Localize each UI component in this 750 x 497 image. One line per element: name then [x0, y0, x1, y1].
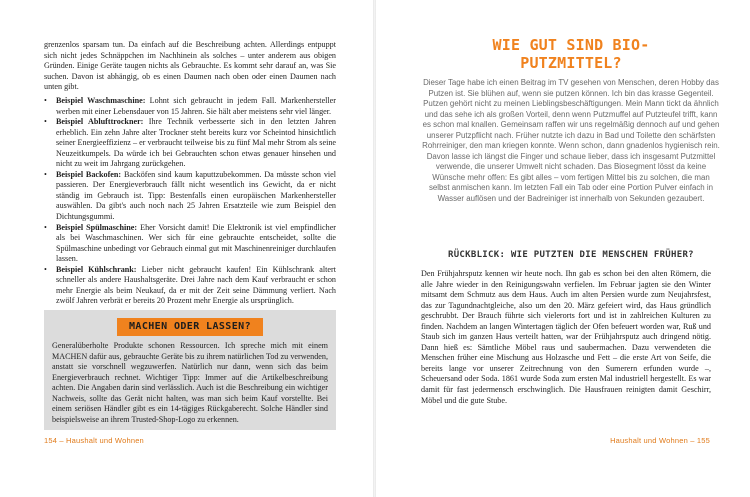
intro-paragraph: grenzenlos sparsam tun. Da einfach auf die Beschreibung achten. Allerdings entpuppt sich nicht jedes Schnäppchen im Nachhinein als solches – unter anderem aus obigen Gründen. Einige Geräte taugen nichts als Gebrauchte. Es kommt sehr darauf an, was Sie suchen. Davon ist abhängig, ob es einen Daumen nach oben oder einen Daumen nach unten gibt.: [44, 40, 336, 92]
bullet-label: Beispiel Backofen:: [56, 169, 122, 179]
bullet-icon: •: [44, 169, 47, 179]
body-paragraph: Den Frühjahrsputz kennen wir heute noch. Ihn gab es schon bei den alten Römern, die alle Jahre wieder in den Reinigungswahn verfielen. Im Februar jagten sie den Winter mitsamt dem Schmutz aus dem Haus. Auch im alten Persien wurde zum Neujahrsfest, das zur Tagundnachtgleiche, also um den 20. März gefeiert wird, das Haus gründlich geschrubbt. Der Brauch führte sich vielerorts fort und ist in zahlreichen Kulturen zu finden. Nachdem an langen Wintertagen täglich der Ofen befeuert worden war, Ruß und Staub sich im ganzen Haus verteilt hatten, war der Frühjahrsputz auch dringend nötig. Dann hieß es: Sämtliche Möbel raus und saubermachen. Dazu verwendeten die Menschen früher eine Mischung aus Holzasche und Fett – die erste Art von Seife, die bereits lange vor unserer Zeitrechnung von den Sumerern erfunden wurde –, Scheuersand oder Soda. 1861 wurde Soda zum ersten Mal industriell hergestellt. Es war damit für fast jedermensch erschwinglich. Die Hausfrauen reinigten damit Geschirr, Möbel und die gute Stube.: [421, 269, 711, 405]
list-item: [44, 117, 336, 170]
bullet-label: Beispiel Spülmaschine:: [56, 222, 138, 232]
list-item: [44, 265, 336, 307]
info-box-text: Generalüberholte Produkte schonen Ressourcen. Ich spreche mich mit einem MACHEN dafür aus, gebrauchte Geräte bis zu ihrem natürlichen Tod zu verwenden, anstatt sie vorschnell wegzuwerfen. Natürlich nur dann, wenn sich das beim Energieverbrauch rechnet. Wichtiger Tipp: Immer auf die Artikelbeschreibung achten. Die Angaben darin sind verlässlich. Auch ist die Beschreibung ein wichtiger Nachweis, sollte das Gerät nicht halten, was man sich beim Kauf vorstellte. Bei einem seriösen Händler gibt es ein 14-tägiges Rückgaberecht. Solche Händler sind beispielsweise an ihrem Trusted-Shop-Logo zu erkennen.: [52, 341, 328, 424]
page-footer-right: Haushalt und Wohnen – 155: [610, 436, 710, 445]
bullet-label: Beispiel Ablufttrockner:: [56, 117, 144, 127]
bullet-icon: •: [44, 264, 47, 274]
intro-paragraph-centered: Dieser Tage habe ich einen Beitrag im TV gesehen von Menschen, deren Hobby das Putzen ist. Sie blühen auf, wenn sie putzen können. Ich bin das krasse Gegenteil. Putzen gehört nicht zu meinen Lieblingsbeschäftigungen. Mein Mann tickt da ähnlich und das sehe ich als großen Vorteil, denn wenn Putzmuffel auf Putzteufel trifft, kann es schon mal knallen. Gemeinsam raffen wir uns regelmäßig dennoch auf und gehen unserer Putzpflicht nach. Früher nutzte ich dazu in Bad und Toilette den schärfsten Rohrreiniger, den man kriegen konnte. Wenn schon, dann gnadenlos hygienisch rein. Davon lasse ich längst die Finger und schaue lieber, dass ich insgesamt Putzmittel verwende, die unserer Umwelt nicht schaden. Das Biosegment lösst da keine Wünsche mehr offen: Es gibt alles – vom fertigen Mittel bis zu solchen, die man selbst anmischen kann. Im letzten Fall ein Tab oder eine Portion Pulver einfach in Wasser auflösen und der Badreiniger ist innerhalb von Sekunden gezaubert.: [422, 78, 720, 204]
bullet-text: Lohnt sich gebraucht in jedem Fall. Markenhersteller werben mit einer Lebensdauer von 15 Jahren. Sie hält aber meistens sehr viel länger.: [56, 96, 336, 116]
page-footer-left: 154 – Haushalt und Wohnen: [44, 436, 144, 445]
bullet-icon: •: [44, 96, 47, 105]
bullet-label: Beispiel Kühlschrank:: [56, 264, 137, 274]
list-item: [44, 170, 336, 223]
bullet-icon: •: [44, 117, 47, 127]
bullet-icon: •: [44, 222, 47, 232]
bullet-text: Eher Vorsicht damit! Die Elektronik ist viel empfindlicher als bei Waschmaschinen. Wer sich für eine gebrauchte entscheidet, sollte die Spülmaschine unbedingt vor Gebrauch einmal gut mit Maschinenreiniger durchlaufen lassen.: [56, 222, 337, 264]
bullet-text: Ihre Technik verbesserte sich in den letzten Jahren erheblich. Ein zehn Jahre alter Trockner steht bereits kurz vor Scheintod hinsichtlich seiner Energieeffizienz – er verbraucht teilweise bis zu fünf Mal mehr Strom als seine Neuzeitkumpels. Da würde ich bei Gebrauchten schon etwas genauer hinsehen und nicht zu weit im Jahrgang zurückgehen.: [56, 117, 336, 169]
info-box: [44, 310, 336, 430]
bullet-list: [44, 96, 336, 307]
bullet-text: Lieber nicht gebraucht kaufen! Ein Kühlschrank altert schneller als andere Haushaltsgeräte. Drei Jahre nach dem Kauf verbraucht er schon mehr Energie als beim Neukauf, da er mit der Zeit seine Dämmung verliert. Nach zwölf Jahren verbrät er bereits 20 Prozent mehr Energie als ursprünglich.: [56, 264, 336, 306]
left-page: [0, 0, 374, 497]
section-heading: RÜCKBLICK: WIE PUTZTEN DIE MENSCHEN FRÜHER?: [448, 250, 694, 260]
page-title: WIE GUT SIND BIO-PUTZMITTEL?: [492, 36, 650, 72]
right-page: [376, 0, 750, 497]
list-item: [44, 96, 336, 117]
bullet-label: Beispiel Waschmaschine:: [56, 96, 146, 105]
bullet-text: Backöfen sind kaum kaputtzubekommen. Da müsste schon viel passieren. Der Energieverbrauch fällt nicht wesentlich ins Gewicht, da er nicht ständig im Gebrauch ist. Tipp: Bestenfalls einen europäischen Markenhersteller auswählen. Da gibt's auch noch nach 25 Jahren Ersatzteile wie zum Beispiel den Dichtungsgummi.: [56, 169, 336, 222]
info-box-title: MACHEN ODER LASSEN?: [117, 318, 263, 336]
list-item: [44, 223, 336, 265]
